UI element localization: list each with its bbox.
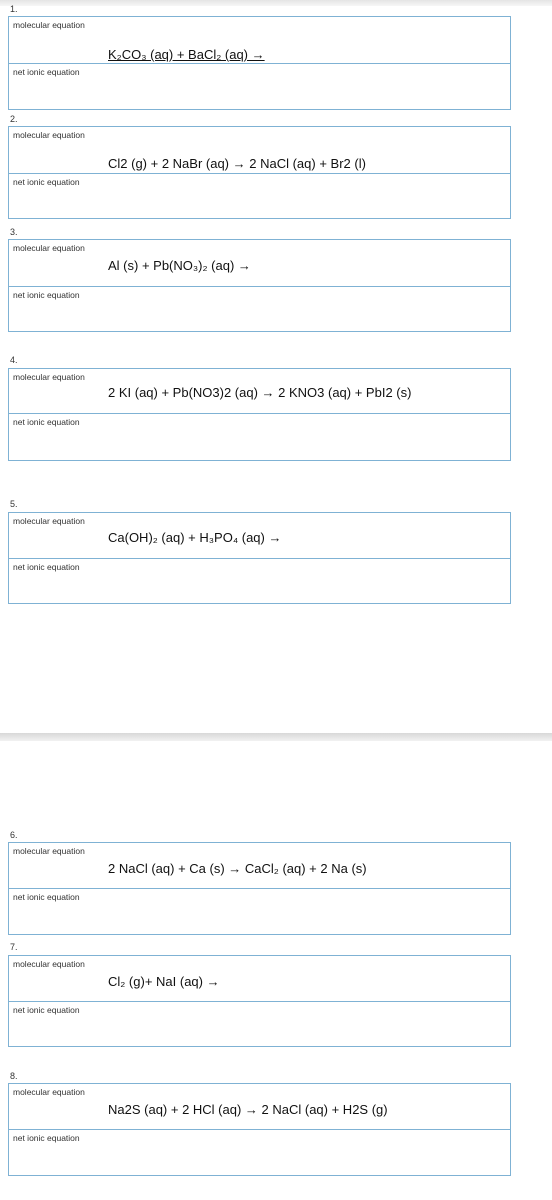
net-ionic-equation-label: net ionic equation [13,67,80,77]
problem-4-number: 4. [10,355,18,365]
problem-6-net-ionic-box[interactable] [8,888,511,935]
problem-3-molecular-box[interactable] [8,239,511,287]
net-ionic-equation-label: net ionic equation [13,290,80,300]
problem-2-net-ionic-box[interactable] [8,173,511,219]
problem-3-net-ionic-box[interactable] [8,286,511,332]
problem-4-net-ionic-box[interactable] [8,413,511,461]
problem-8-net-ionic-box[interactable] [8,1129,511,1176]
problem-7-molecular-box[interactable] [8,955,511,1002]
molecular-equation-label: molecular equation [13,243,85,253]
problem-6-molecular-box[interactable] [8,842,511,889]
net-ionic-equation-label: net ionic equation [13,1133,80,1143]
problem-4-equation: 2 KI (aq) + Pb(NO3)2 (aq) → 2 KNO3 (aq) + PbI2 (s) [108,385,412,400]
problem-8-number: 8. [10,1071,18,1081]
problem-2-equation: Cl2 (g) + 2 NaBr (aq) → 2 NaCl (aq) + Br2 (l) [108,156,366,171]
problem-1-molecular-box[interactable] [8,16,511,64]
net-ionic-equation-label: net ionic equation [13,892,80,902]
problem-5-number: 5. [10,499,18,509]
problem-1-number: 1. [10,4,18,14]
page-break-divider [0,733,552,741]
problem-3-equation: Al (s) + Pb(NO₃)₂ (aq) → [108,258,251,273]
problem-5-molecular-box[interactable] [8,512,511,559]
net-ionic-equation-label: net ionic equation [13,1005,80,1015]
problem-1-equation: K₂CO₃ (aq) + BaCl₂ (aq) → [108,47,265,62]
problem-5-net-ionic-box[interactable] [8,558,511,604]
net-ionic-equation-label: net ionic equation [13,177,80,187]
molecular-equation-label: molecular equation [13,959,85,969]
net-ionic-equation-label: net ionic equation [13,417,80,427]
problem-6-number: 6. [10,830,18,840]
problem-6-equation: 2 NaCl (aq) + Ca (s) → CaCl₂ (aq) + 2 Na (s) [108,861,367,876]
molecular-equation-label: molecular equation [13,20,85,30]
net-ionic-equation-label: net ionic equation [13,562,80,572]
problem-2-molecular-box[interactable] [8,126,511,174]
problem-8-molecular-box[interactable] [8,1083,511,1130]
molecular-equation-label: molecular equation [13,516,85,526]
molecular-equation-label: molecular equation [13,130,85,140]
problem-7-net-ionic-box[interactable] [8,1001,511,1047]
molecular-equation-label: molecular equation [13,846,85,856]
problem-3-number: 3. [10,227,18,237]
molecular-equation-label: molecular equation [13,372,85,382]
problem-5-equation: Ca(OH)₂ (aq) + H₃PO₄ (aq) → [108,530,282,545]
problem-4-molecular-box[interactable] [8,368,511,414]
top-page-shadow [0,0,552,6]
problem-2-number: 2. [10,114,18,124]
problem-7-number: 7. [10,942,18,952]
problem-7-equation: Cl₂ (g)+ NaI (aq) → [108,974,220,989]
molecular-equation-label: molecular equation [13,1087,85,1097]
problem-8-equation: Na2S (aq) + 2 HCl (aq) → 2 NaCl (aq) + H2S (g) [108,1102,388,1117]
problem-1-net-ionic-box[interactable] [8,63,511,110]
